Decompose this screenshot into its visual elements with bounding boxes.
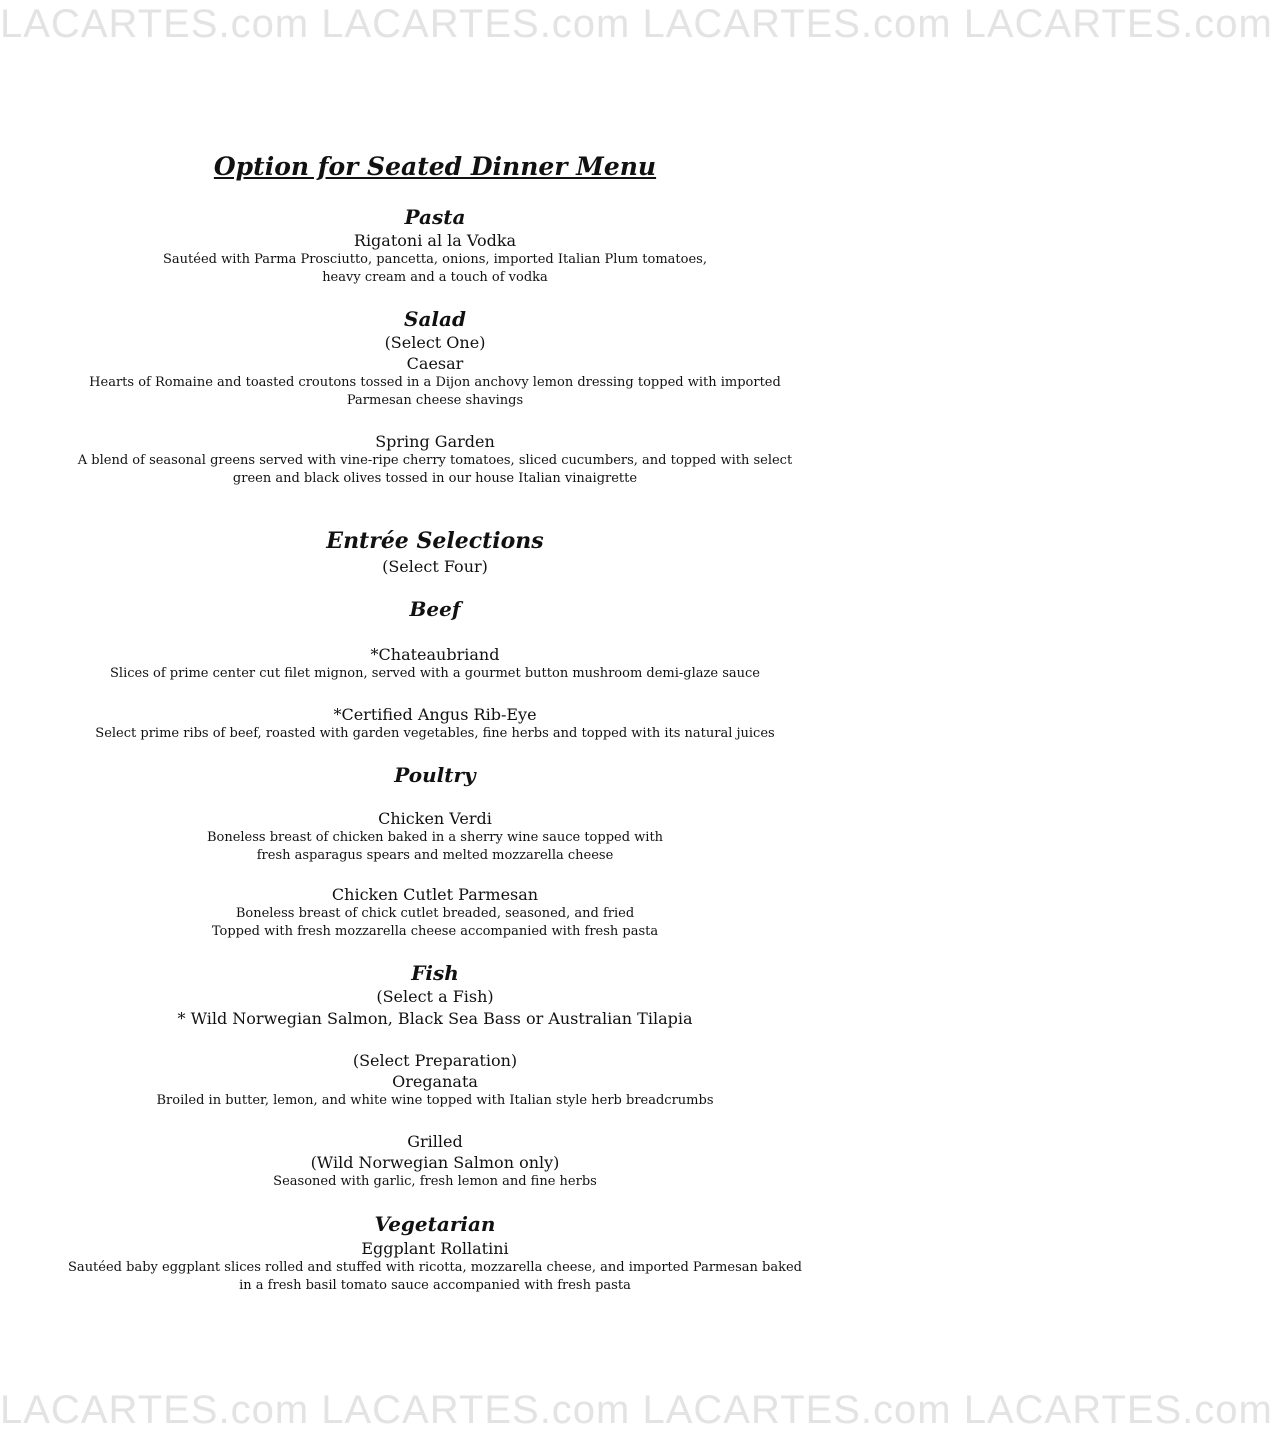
watermark-top: LACARTES.com LACARTES.com LACARTES.com LACARTES.com	[0, 2, 1273, 46]
fish-options: * Wild Norwegian Salmon, Black Sea Bass or Australian Tilapia	[177, 1009, 693, 1028]
chicken-verdi-name: Chicken Verdi	[378, 809, 492, 828]
spring-garden-desc-line1: A blend of seasonal greens served with vine-ripe cherry tomatoes, sliced cucumbers, and topped with select	[77, 453, 793, 468]
pasta-heading: Pasta	[404, 205, 466, 229]
fish-select-note: (Select a Fish)	[376, 987, 494, 1006]
oreganata-name: Oreganata	[392, 1072, 478, 1091]
salad-select-note: (Select One)	[384, 333, 486, 352]
caesar-desc-line2: Parmesan cheese shavings	[346, 393, 524, 408]
entree-select-note: (Select Four)	[382, 557, 488, 576]
ribeye-name: *Certified Angus Rib-Eye	[333, 705, 537, 724]
chicken-cutlet-desc-line1: Boneless breast of chick cutlet breaded, seasoned, and fried	[235, 906, 635, 921]
eggplant-rollatini-desc-line2: in a fresh basil tomato sauce accompanied with fresh pasta	[239, 1278, 631, 1293]
chicken-verdi-desc-line2: fresh asparagus spears and melted mozzarella cheese	[256, 848, 614, 863]
pasta-item-name: Rigatoni al la Vodka	[353, 231, 517, 250]
grilled-note: (Wild Norwegian Salmon only)	[310, 1153, 560, 1172]
grilled-name: Grilled	[407, 1132, 463, 1151]
pasta-item-desc-line1: Sautéed with Parma Prosciutto, pancetta, onions, imported Italian Plum tomatoes,	[163, 252, 707, 267]
chateaubriand-name: *Chateaubriand	[370, 645, 500, 664]
pasta-item-desc-line2: heavy cream and a touch of vodka	[322, 270, 548, 285]
chateaubriand-desc: Slices of prime center cut filet mignon, served with a gourmet button mushroom demi-glaze sauce	[110, 666, 760, 681]
eggplant-rollatini-desc-line1: Sautéed baby eggplant slices rolled and stuffed with ricotta, mozzarella cheese, and imported Parmesan baked	[68, 1260, 802, 1275]
spring-garden-name: Spring Garden	[375, 432, 495, 451]
chicken-cutlet-name: Chicken Cutlet Parmesan	[331, 885, 539, 904]
eggplant-rollatini-name: Eggplant Rollatini	[361, 1239, 509, 1258]
chicken-cutlet-desc-line2: Topped with fresh mozzarella cheese accompanied with fresh pasta	[211, 924, 659, 939]
vegetarian-heading: Vegetarian	[374, 1212, 496, 1236]
poultry-heading: Poultry	[394, 763, 476, 787]
spring-garden-desc-line2: green and black olives tossed in our house Italian vinaigrette	[232, 471, 638, 486]
chicken-verdi-desc-line1: Boneless breast of chicken baked in a sherry wine sauce topped with	[206, 830, 664, 845]
beef-heading: Beef	[409, 597, 461, 621]
watermark-bottom: LACARTES.com LACARTES.com LACARTES.com LACARTES.com	[0, 1388, 1273, 1432]
fish-heading: Fish	[411, 961, 459, 985]
grilled-desc: Seasoned with garlic, fresh lemon and fine herbs	[273, 1174, 597, 1189]
salad-heading: Salad	[404, 307, 466, 331]
menu-title: Option for Seated Dinner Menu	[213, 152, 657, 181]
entree-heading: Entrée Selections	[326, 528, 544, 554]
caesar-name: Caesar	[406, 354, 464, 373]
ribeye-desc: Select prime ribs of beef, roasted with garden vegetables, fine herbs and topped with its natural juices	[95, 726, 775, 741]
fish-prep-note: (Select Preparation)	[352, 1051, 518, 1070]
oreganata-desc: Broiled in butter, lemon, and white wine topped with Italian style herb breadcrumbs	[156, 1093, 714, 1108]
caesar-desc-line1: Hearts of Romaine and toasted croutons tossed in a Dijon anchovy lemon dressing topped with imported	[89, 375, 781, 390]
